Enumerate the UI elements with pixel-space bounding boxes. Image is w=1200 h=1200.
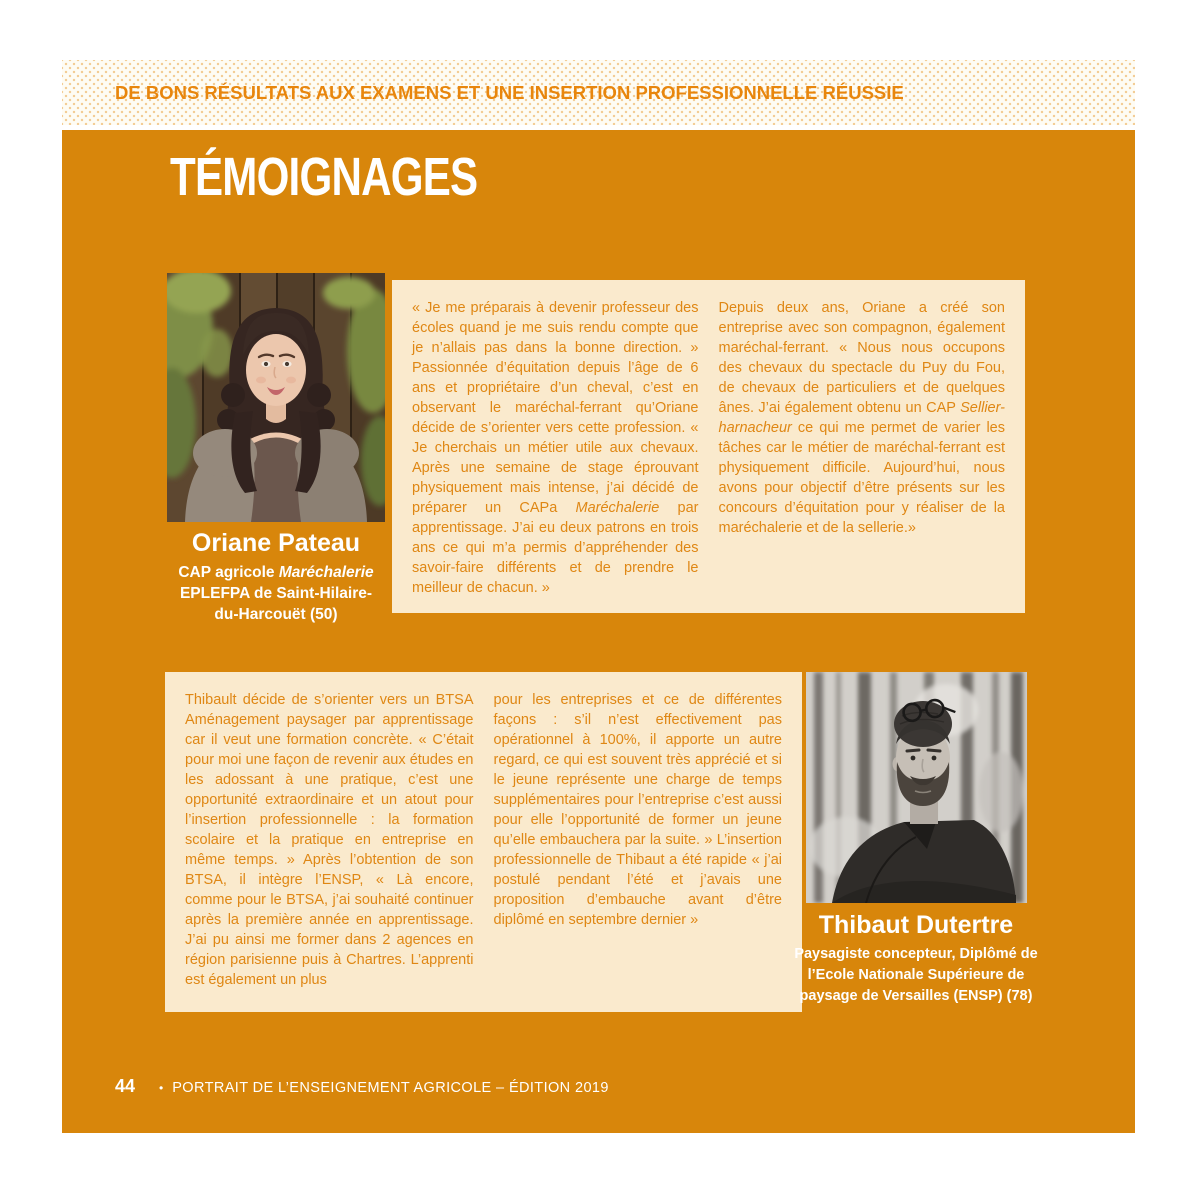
page-title: TÉMOIGNAGES [170, 147, 478, 207]
thibaut-portrait-photo [806, 672, 1027, 903]
footer-text: PORTRAIT DE L’ENSEIGNEMENT AGRICOLE – ÉDITION 2019 [172, 1080, 609, 1096]
thibaut-testimonial-panel [165, 672, 802, 1012]
thibaut-text-column-2: pour les entreprises et ce de différentes façons : s’il n’est effectivement pas opérationnel à 100%, il apporte un autre regard, ce qui est souvent très apprécié et si le jeune représente une charge de temps supplémentaires pour l’entreprise c’est aussi pour elle l’opportunité de former un jeune qu’elle embauchera par la suite. » L’insertion professionnelle de Thibaut a été rapide « j’ai postulé pendant l’été et j’avais une proposition d’embauche avant d’être diplômé en septembre dernier » [493, 692, 782, 928]
content-panel [62, 130, 1135, 1133]
oriane-text-column-1: « Je me préparais à devenir professeur des écoles quand je me suis rendu compte que je n’allais pas dans la bonne direction. » Passionnée d’équitation depuis l’âge de 6 ans et propriétaire d’un cheval, c’est en observant le maréchal-ferrant qu’Oriane décide de s’orienter vers cette profession. « Je cherchais un métier utile aux chevaux. Après une semaine de stage éprouvant physiquement mais intense, j’ai décidé de préparer un CAPa Maréchalerie par apprentissage. J’ai eu deux patrons en trois ans ce qui m’a permis d’appréhender des savoir-faire différents et de prendre le meilleur de chacun. » [412, 300, 699, 596]
page-footer [115, 1076, 609, 1097]
oriane-caption [121, 529, 431, 625]
footer-bullet: • [159, 1081, 164, 1095]
thibaut-caption [786, 911, 1046, 1007]
page-number: 44 [115, 1076, 136, 1096]
oriane-testimonial-panel [392, 280, 1025, 613]
thibaut-credentials: Paysagiste concepteur, Diplômé de l’Ecole Nationale Supérieure de paysage de Versailles (ENSP) (78) [794, 946, 1038, 1004]
oriane-credentials: CAP agricole Maréchalerie EPLEFPA de Saint-Hilaire-du-Harcouët (50) [178, 564, 374, 623]
oriane-name: Oriane Pateau [191, 529, 361, 557]
eyebrow-band [62, 60, 1135, 125]
oriane-portrait-illustration [167, 273, 385, 522]
eyebrow-heading: DE BONS RÉSULTATS AUX EXAMENS ET UNE INSERTION PROFESSIONNELLE RÉUSSIE [115, 81, 904, 103]
thibaut-portrait-illustration [806, 672, 1027, 903]
oriane-text-column-2: Depuis deux ans, Oriane a créé son entreprise avec son compagnon, également maréchal-ferrant. « Nous nous occupons des chevaux du spectacle du Puy du Fou, de chevaux de particuliers et de quelques ânes. J’ai également obtenu un CAP Sellier-harnacheur ce qui me permet de varier les tâches car le métier de maréchal-ferrant est physiquement difficile. Aujourd’hui, nous avons pour objectif d’être présents sur les concours d’équitation pour y réaliser de la maréchalerie et de la sellerie.» [718, 300, 1005, 536]
thibaut-text-column-1: Thibault décide de s’orienter vers un BTSA Aménagement paysager par apprentissage car il veut une formation concrète. « C’était pour moi une façon de revenir aux études en les adossant à une pratique, c’est une opportunité extraordinaire et un atout pour l’insertion professionnelle : la formation scolaire et la pratique en entreprise en même temps. » Après l’obtention de son BTSA, il intègre l’ENSP, « Là encore, comme pour le BTSA, j’ai souhaité continuer après la première année en apprentissage. J’ai pu ainsi me former dans 2 agences en région parisienne puis à Chartres. L’apprenti est également un plus [185, 692, 474, 988]
thibaut-name: Thibaut Dutertre [818, 911, 1014, 939]
oriane-portrait-photo [167, 273, 385, 522]
